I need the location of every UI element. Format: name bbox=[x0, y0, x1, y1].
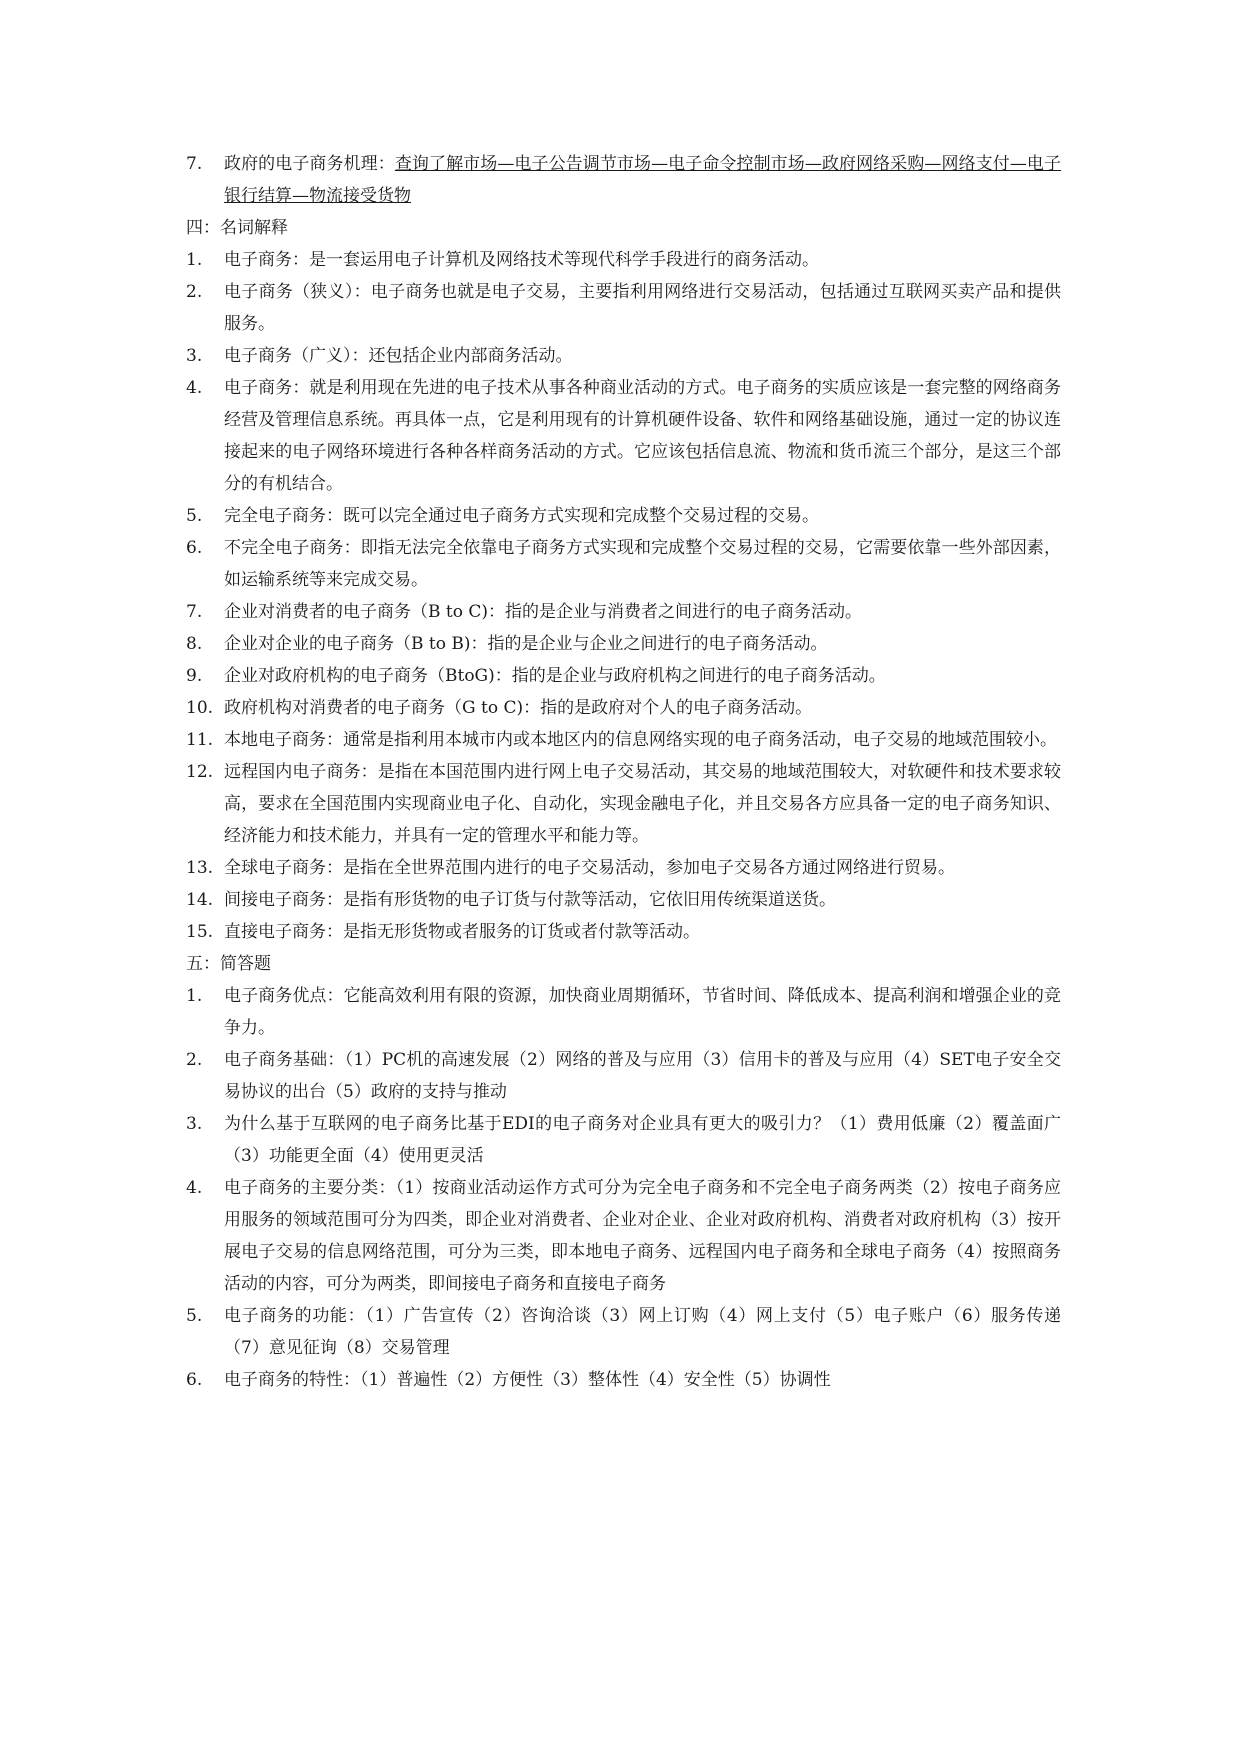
item-number: 7. bbox=[186, 602, 203, 622]
item-number: 2. bbox=[186, 282, 203, 302]
section-4-item-11 bbox=[186, 724, 1061, 756]
item-number: 8. bbox=[186, 634, 203, 654]
item-text: 企业对消费者的电子商务（B to C)：指的是企业与消费者之间进行的电子商务活动。 bbox=[224, 602, 863, 622]
section-4-item-5 bbox=[186, 500, 1061, 532]
item-number: 15. bbox=[186, 922, 214, 942]
item-text: 间接电子商务：是指有形货物的电子订货与付款等活动，它依旧用传统渠道送货。 bbox=[224, 890, 836, 910]
section-4-item-4 bbox=[186, 372, 1061, 500]
item-text: 直接电子商务：是指无形货物或者服务的订货或者付款等活动。 bbox=[224, 922, 700, 942]
item-text: 电子商务：是一套运用电子计算机及网络技术等现代科学手段进行的商务活动。 bbox=[224, 250, 819, 270]
item-text: 电子商务基础：（1）PC机的高速发展（2）网络的普及与应用（3）信用卡的普及与应用（4）SET电子安全交易协议的出台（5）政府的支持与推动 bbox=[224, 1050, 1061, 1102]
section-4-item-10 bbox=[186, 692, 1061, 724]
item-number: 4. bbox=[186, 378, 203, 398]
item-text: 企业对企业的电子商务（B to B)：指的是企业与企业之间进行的电子商务活动。 bbox=[224, 634, 828, 654]
item-number: 2. bbox=[186, 1050, 203, 1070]
section-5-item-6 bbox=[186, 1364, 1061, 1396]
item-number: 6. bbox=[186, 538, 203, 558]
section-5-item-2 bbox=[186, 1044, 1061, 1108]
item-text: 全球电子商务：是指在全世界范围内进行的电子交易活动，参加电子交易各方通过网络进行贸易。 bbox=[224, 858, 955, 878]
item-text: 电子商务（广义）：还包括企业内部商务活动。 bbox=[224, 346, 573, 366]
section-heading-5: 五：简答题 bbox=[186, 954, 271, 974]
item-number: 3. bbox=[186, 1114, 203, 1134]
section-heading-4: 四：名词解释 bbox=[186, 218, 288, 238]
item-underlined-definition: 查询了解市场—电子公告调节市场—电子命令控制市场—政府网络采购—网络支付—电子银行结算—物流接受货物 bbox=[224, 154, 1062, 206]
item-text: 完全电子商务：既可以完全通过电子商务方式实现和完成整个交易过程的交易。 bbox=[224, 506, 819, 526]
item-number: 5. bbox=[186, 1306, 203, 1326]
item-text: 电子商务（狭义）：电子商务也就是电子交易，主要指利用网络进行交易活动，包括通过互联网买卖产品和提供服务。 bbox=[224, 282, 1061, 334]
item-number: 12. bbox=[186, 762, 214, 782]
item-number: 7. bbox=[186, 154, 203, 174]
item-text: 本地电子商务：通常是指利用本城市内或本地区内的信息网络实现的电子商务活动，电子交易的地域范围较小。 bbox=[224, 730, 1057, 750]
section-4-item-14 bbox=[186, 884, 1061, 916]
item-number: 14. bbox=[186, 890, 214, 910]
section-4-item-1 bbox=[186, 244, 1061, 276]
section-4-item-3 bbox=[186, 340, 1061, 372]
item-text bbox=[224, 148, 1061, 212]
item-text: 电子商务的特性：（1）普遍性（2）方便性（3）整体性（4）安全性（5）协调性 bbox=[224, 1370, 831, 1390]
section-4-item-15 bbox=[186, 916, 1061, 948]
item-text: 不完全电子商务：即指无法完全依靠电子商务方式实现和完成整个交易过程的交易，它需要依靠一些外部因素，如运输系统等来完成交易。 bbox=[224, 538, 1061, 590]
section-4-item-8 bbox=[186, 628, 1061, 660]
section-4-item-6 bbox=[186, 532, 1061, 596]
item-text: 电子商务的主要分类：（1）按商业活动运作方式可分为完全电子商务和不完全电子商务两类（2）按电子商务应用服务的领域范围可分为四类，即企业对消费者、企业对企业、企业对政府机构、消费者对政府机构（3）按开展电子交易的信息网络范围，可分为三类，即本地电子商务、远程国内电子商务和全球电子商务（4）按照商务活动的内容，可分为两类，即间接电子商务和直接电子商务 bbox=[224, 1178, 1061, 1294]
item-text: 远程国内电子商务：是指在本国范围内进行网上电子交易活动，其交易的地域范围较大，对软硬件和技术要求较高，要求在全国范围内实现商业电子化、自动化，实现金融电子化，并且交易各方应具备一定的电子商务知识、经济能力和技术能力，并具有一定的管理水平和能力等。 bbox=[224, 762, 1061, 846]
item-text: 电子商务：就是利用现在先进的电子技术从事各种商业活动的方式。电子商务的实质应该是一套完整的网络商务经营及管理信息系统。再具体一点，它是利用现有的计算机硬件设备、软件和网络基础设施，通过一定的协议连接起来的电子网络环境进行各种各样商务活动的方式。它应该包括信息流、物流和货币流三个部分，是这三个部分的有机结合。 bbox=[224, 378, 1061, 494]
item-number: 1. bbox=[186, 986, 203, 1006]
item-text: 企业对政府机构的电子商务（BtoG)：指的是企业与政府机构之间进行的电子商务活动。 bbox=[224, 666, 886, 686]
section-5-item-1 bbox=[186, 980, 1061, 1044]
item-number: 3. bbox=[186, 346, 203, 366]
list-item-7-top bbox=[186, 148, 1061, 212]
item-number: 11. bbox=[186, 730, 214, 750]
section-5-item-3 bbox=[186, 1108, 1061, 1172]
section-5-item-4 bbox=[186, 1172, 1061, 1300]
section-4-item-13 bbox=[186, 852, 1061, 884]
item-text: 政府机构对消费者的电子商务（G to C)：指的是政府对个人的电子商务活动。 bbox=[224, 698, 813, 718]
section-4-item-2 bbox=[186, 276, 1061, 340]
item-term: 政府的电子商务机理： bbox=[224, 154, 395, 174]
item-number: 10. bbox=[186, 698, 214, 718]
item-number: 9. bbox=[186, 666, 203, 686]
section-4-item-7 bbox=[186, 596, 1061, 628]
item-text: 电子商务优点：它能高效利用有限的资源，加快商业周期循环，节省时间、降低成本、提高利润和增强企业的竞争力。 bbox=[224, 986, 1061, 1038]
item-text: 为什么基于互联网的电子商务比基于EDI的电子商务对企业具有更大的吸引力？（1）费用低廉（2）覆盖面广（3）功能更全面（4）使用更灵活 bbox=[224, 1114, 1061, 1166]
item-number: 6. bbox=[186, 1370, 203, 1390]
section-5-list bbox=[186, 980, 1061, 1396]
item-text: 电子商务的功能：（1）广告宣传（2）咨询洽谈（3）网上订购（4）网上支付（5）电子账户（6）服务传递（7）意见征询（8）交易管理 bbox=[224, 1306, 1061, 1358]
item-number: 4. bbox=[186, 1178, 203, 1198]
item-number: 1. bbox=[186, 250, 203, 270]
section-4-item-9 bbox=[186, 660, 1061, 692]
section-4-item-12 bbox=[186, 756, 1061, 852]
section-5-item-5 bbox=[186, 1300, 1061, 1364]
section-4-list bbox=[186, 244, 1061, 948]
item-number: 5. bbox=[186, 506, 203, 526]
item-number: 13. bbox=[186, 858, 214, 878]
